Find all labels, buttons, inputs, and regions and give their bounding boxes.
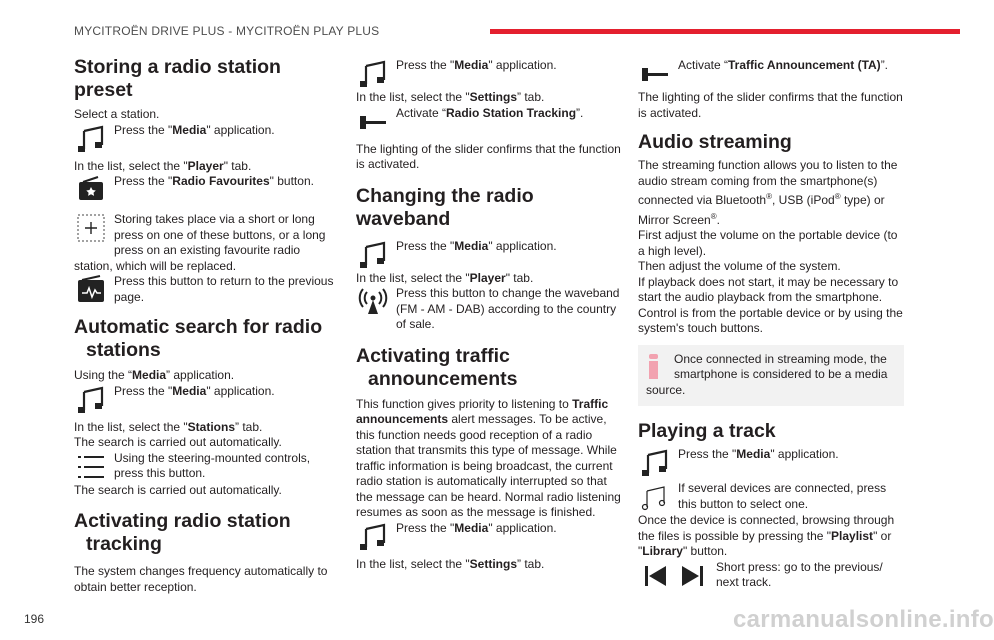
page-header xyxy=(0,0,960,40)
instruction-row xyxy=(638,58,904,90)
text: If playback does not start, it may be necessary to start the audio playback from the smartphone. xyxy=(638,274,899,304)
back-waveform-icon xyxy=(74,274,110,306)
instruction-text: Storing takes place via a short or long press on one of these buttons, or a long press on an existing favourite radio station, which will be replaced. xyxy=(74,212,326,273)
instruction-row xyxy=(74,274,336,306)
instruction-row xyxy=(638,560,904,592)
instruction-row xyxy=(356,239,622,271)
instruction-text: Press the "Radio Favourites" button. xyxy=(114,174,314,188)
media-app-icon xyxy=(638,447,674,479)
info-note: Once connected in streaming mode, the smartphone is considered to be a media source. xyxy=(638,345,904,407)
instruction-row xyxy=(638,481,904,513)
broadcast-antenna-icon xyxy=(356,286,392,318)
instruction-row xyxy=(74,451,336,483)
text: The streaming function allows you to listen to the audio stream coming from the smartphone(s) connected via Bluetooth®, USB (iPod® type) or Mirror Screen®. xyxy=(638,158,898,227)
instruction-block xyxy=(356,286,622,333)
text: Control is from the portable device or by using the system's touch buttons. xyxy=(638,305,903,335)
instruction-row xyxy=(356,106,622,138)
list-icon xyxy=(74,451,110,483)
text: Select a station. xyxy=(74,107,160,121)
text: The search is carried out automatically. xyxy=(74,482,282,497)
instruction-text: Press the "Media" application. xyxy=(114,383,275,398)
toggle-slider-icon xyxy=(638,58,674,90)
page-number: 196 xyxy=(24,612,45,626)
media-app-icon xyxy=(356,239,392,271)
section-title-playing-track: Playing a track xyxy=(638,420,776,442)
text: The lighting of the slider confirms that the function is activated. xyxy=(638,90,903,120)
text: Then adjust the volume of the system. xyxy=(638,259,841,273)
section-title-changing-waveband: Changing the radio waveband xyxy=(356,184,534,230)
instruction-text: Press this button to return to the previous page. xyxy=(114,274,334,304)
media-app-icon xyxy=(74,123,110,155)
media-app-icon xyxy=(74,384,110,416)
instruction-text: Press the "Media" application. xyxy=(396,520,557,535)
text: In the list, select the "Settings” tab. xyxy=(356,556,545,571)
media-app-icon xyxy=(356,521,392,553)
instruction-row xyxy=(74,123,336,155)
section-title-audio-streaming: Audio streaming xyxy=(638,131,792,153)
text: In the list, select the "Settings” tab. xyxy=(356,90,545,104)
add-preset-icon xyxy=(74,212,110,244)
instruction-text: If several devices are connected, press this button to select one. xyxy=(678,481,887,511)
instruction-text: Activate “Traffic Announcement (TA)”. xyxy=(678,58,889,72)
instruction-text: Press this button to change the waveband (FM - AM - DAB) according to the country of sale. xyxy=(396,286,620,331)
text: Once the device is connected, browsing through the files is possible by pressing the "Playlist" or "Library" button. xyxy=(638,513,895,558)
text: The system changes frequency automatically to obtain better reception. xyxy=(74,564,328,594)
previous-track-icon xyxy=(638,560,674,592)
text: In the list, select the "Player" tab. xyxy=(356,270,534,285)
instruction-text: Press the "Media" application. xyxy=(396,58,557,72)
text: First adjust the volume on the portable device (to a high level). xyxy=(638,228,898,258)
instruction-text: Press the "Media" application. xyxy=(114,122,275,137)
text: In the list, select the "Stations” tab. xyxy=(74,419,263,434)
toggle-slider-icon xyxy=(356,106,392,138)
instruction-text: Using the steering-mounted controls, press this button. xyxy=(114,450,311,480)
instruction-text: Press the "Media" application. xyxy=(396,238,557,253)
instruction-block xyxy=(74,212,336,274)
section-title-traffic-announcements: Activating traffic announcements xyxy=(356,344,518,390)
column-3 xyxy=(638,58,904,592)
column-1 xyxy=(74,52,336,595)
instruction-row xyxy=(74,384,336,416)
text: The search is carried out automatically. xyxy=(74,435,282,449)
text: In the list, select the "Player" tab. xyxy=(74,158,252,173)
column-2 xyxy=(356,58,622,572)
next-track-icon xyxy=(676,560,712,592)
instruction-text: Activate “Radio Station Tracking”. xyxy=(396,105,584,120)
info-icon xyxy=(648,354,660,382)
media-app-icon xyxy=(356,58,392,90)
instruction-row xyxy=(356,58,622,90)
instruction-row xyxy=(638,447,904,479)
header-accent-bar xyxy=(490,29,960,34)
radio-favourites-icon xyxy=(74,174,110,206)
header-title: MYCITROËN DRIVE PLUS - MYCITROËN PLAY PLUS xyxy=(74,24,380,38)
instruction-text: Short press: go to the previous/ next track. xyxy=(716,559,883,589)
instruction-row xyxy=(74,174,336,206)
section-title-automatic-search: Automatic search for radio stations xyxy=(74,316,323,361)
text: The lighting of the slider confirms that the function is activated. xyxy=(356,141,621,171)
watermark: carmanualsonline.info xyxy=(733,606,994,633)
text: Using the “Media” application. xyxy=(74,368,235,382)
instruction-text: Press the "Media" application. xyxy=(678,447,839,461)
instruction-row xyxy=(356,521,622,553)
select-device-icon xyxy=(638,481,674,513)
section-title-storing-preset: Storing a radio station preset xyxy=(74,56,281,101)
text: This function gives priority to listening to Traffic announcements alert messages. To be active, this function needs good reception of a radio station that transmits this type of message. While traffic information is being broadcast, the current radio station is automatically interrupted so that the message can be heard. Normal radio listening resumes as soon as the message is finished. xyxy=(356,396,621,519)
section-title-radio-tracking: Activating radio station tracking xyxy=(74,510,291,555)
